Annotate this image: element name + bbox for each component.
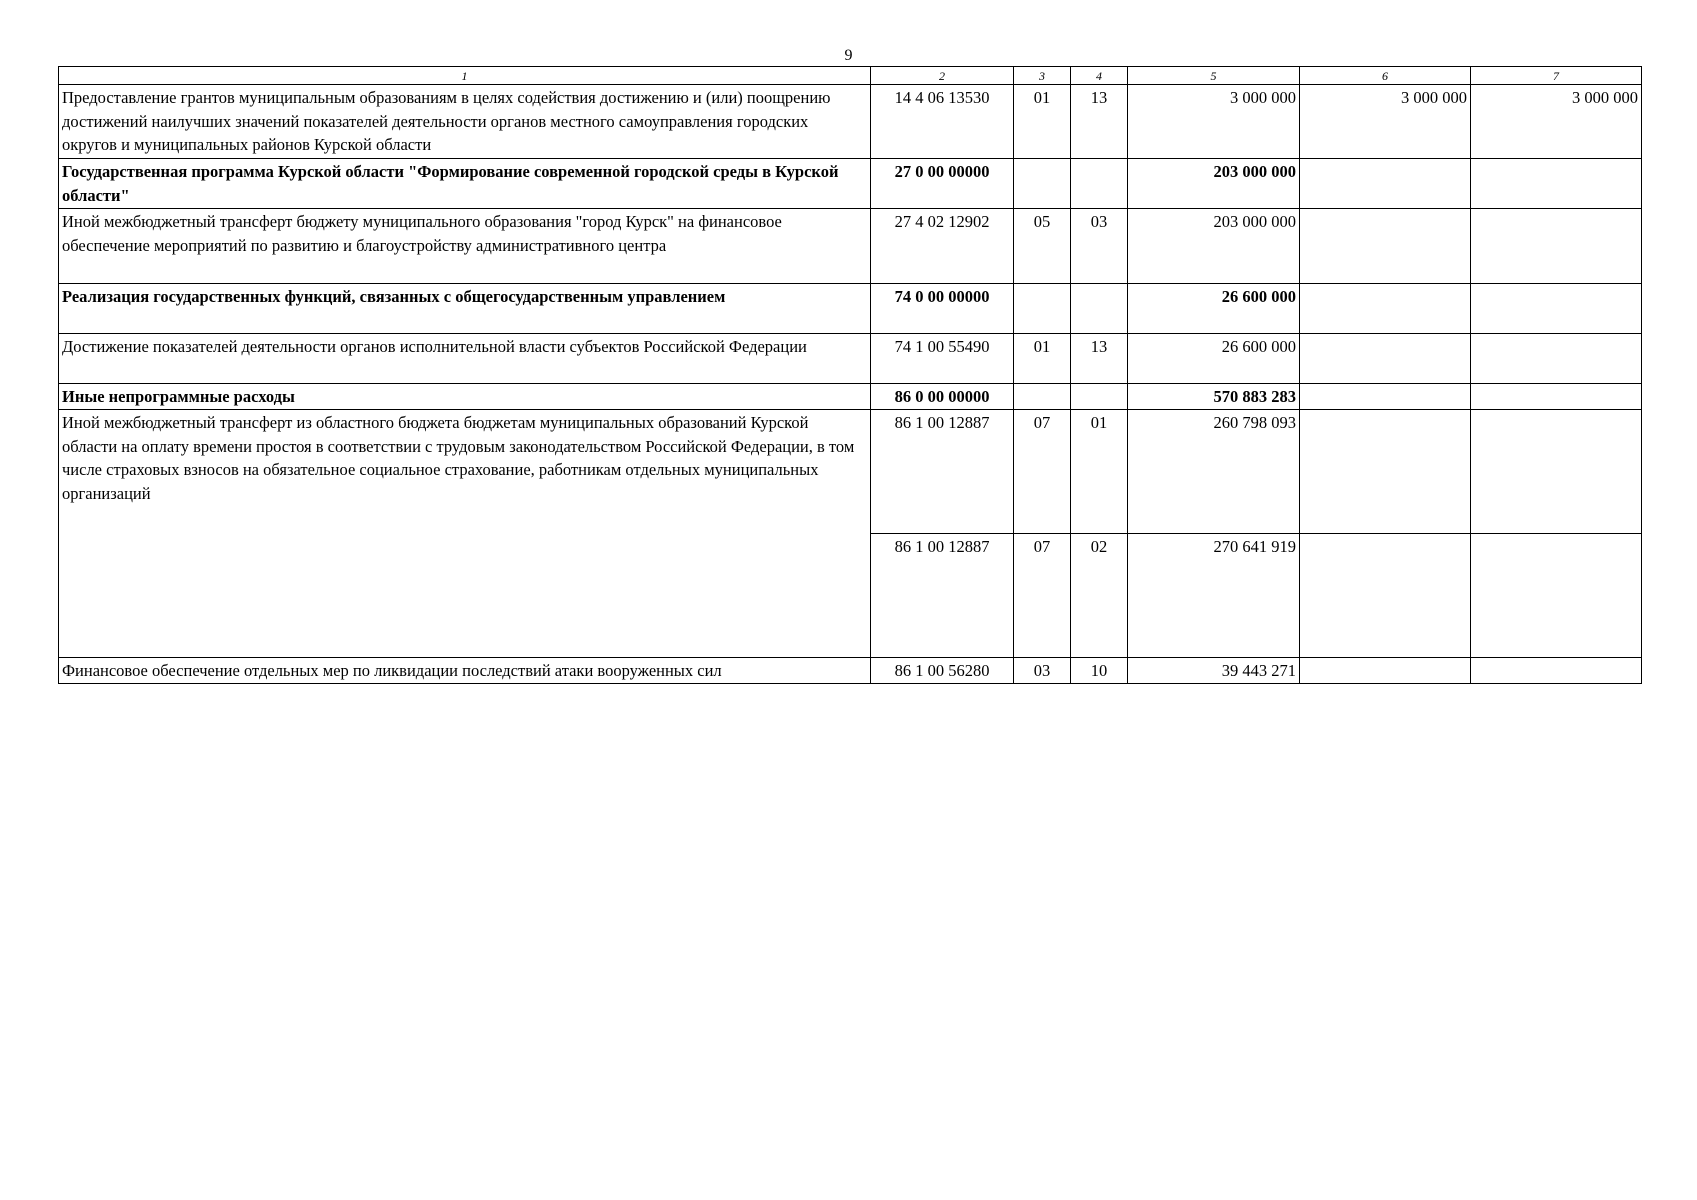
table-row bbox=[59, 410, 1642, 534]
row-code: 14 4 06 13530 bbox=[871, 85, 1014, 159]
row-subsection: 03 bbox=[1071, 209, 1128, 284]
row-amount: 260 798 093 bbox=[1128, 410, 1300, 534]
column-header: 5 bbox=[1128, 67, 1300, 85]
table-row bbox=[59, 658, 1642, 684]
row-code: 86 1 00 12887 bbox=[871, 534, 1014, 658]
row-subsection bbox=[1071, 284, 1128, 334]
table-row bbox=[59, 384, 1642, 410]
row-amount-2 bbox=[1300, 209, 1471, 284]
row-code: 74 1 00 55490 bbox=[871, 334, 1014, 384]
row-section bbox=[1014, 284, 1071, 334]
row-section: 01 bbox=[1014, 334, 1071, 384]
row-section bbox=[1014, 384, 1071, 410]
row-amount-3 bbox=[1471, 284, 1642, 334]
row-section: 07 bbox=[1014, 410, 1071, 534]
row-subsection: 13 bbox=[1071, 334, 1128, 384]
row-amount-2 bbox=[1300, 534, 1471, 658]
row-amount-2 bbox=[1300, 384, 1471, 410]
row-subsection bbox=[1071, 384, 1128, 410]
row-amount: 26 600 000 bbox=[1128, 284, 1300, 334]
column-header: 1 bbox=[59, 67, 871, 85]
row-amount-2 bbox=[1300, 658, 1471, 684]
budget-table bbox=[58, 66, 1642, 684]
row-subsection: 10 bbox=[1071, 658, 1128, 684]
row-code: 86 0 00 00000 bbox=[871, 384, 1014, 410]
table-header-row bbox=[59, 67, 1642, 85]
table-row bbox=[59, 85, 1642, 159]
row-name: Государственная программа Курской области "Формирование современной городской среды в Курской области" bbox=[59, 159, 871, 209]
row-subsection: 13 bbox=[1071, 85, 1128, 159]
row-code: 86 1 00 56280 bbox=[871, 658, 1014, 684]
row-name: Достижение показателей деятельности органов исполнительной власти субъектов Российской Федерации bbox=[59, 334, 871, 384]
row-amount-2 bbox=[1300, 284, 1471, 334]
row-subsection: 01 bbox=[1071, 410, 1128, 534]
row-section bbox=[1014, 159, 1071, 209]
row-amount: 203 000 000 bbox=[1128, 159, 1300, 209]
row-name: Финансовое обеспечение отдельных мер по ликвидации последствий атаки вооруженных сил bbox=[59, 658, 871, 684]
column-header: 3 bbox=[1014, 67, 1071, 85]
column-header: 2 bbox=[871, 67, 1014, 85]
column-header: 7 bbox=[1471, 67, 1642, 85]
row-amount-3 bbox=[1471, 159, 1642, 209]
column-header: 4 bbox=[1071, 67, 1128, 85]
row-amount: 39 443 271 bbox=[1128, 658, 1300, 684]
row-name: Предоставление грантов муниципальным образованиям в целях содействия достижению и (или) поощрению достижений наилучших значений показателей деятельности органов местного самоуправления городских округов и муниципальных районов Курской области bbox=[59, 85, 871, 159]
row-code: 86 1 00 12887 bbox=[871, 410, 1014, 534]
row-amount-3 bbox=[1471, 334, 1642, 384]
row-name: Иной межбюджетный трансферт из областного бюджета бюджетам муниципальных образований Курской области на оплату времени простоя в соответствии с трудовым законодательством Российской Федерации, в том числе страховых взносов на обязательное социальное страхование, работникам отдельных муниципальных организаций bbox=[59, 410, 871, 658]
row-amount-2: 3 000 000 bbox=[1300, 85, 1471, 159]
row-amount: 270 641 919 bbox=[1128, 534, 1300, 658]
column-header: 6 bbox=[1300, 67, 1471, 85]
row-section: 05 bbox=[1014, 209, 1071, 284]
table-row bbox=[59, 209, 1642, 284]
row-amount-3 bbox=[1471, 410, 1642, 534]
row-amount: 26 600 000 bbox=[1128, 334, 1300, 384]
row-amount-3 bbox=[1471, 384, 1642, 410]
row-amount-3 bbox=[1471, 658, 1642, 684]
row-amount-3 bbox=[1471, 209, 1642, 284]
row-amount: 3 000 000 bbox=[1128, 85, 1300, 159]
row-section: 01 bbox=[1014, 85, 1071, 159]
row-name: Иной межбюджетный трансферт бюджету муниципального образования "город Курск" на финансовое обеспечение мероприятий по развитию и благоустройству административного центра bbox=[59, 209, 871, 284]
row-amount: 203 000 000 bbox=[1128, 209, 1300, 284]
table-row bbox=[59, 334, 1642, 384]
row-subsection: 02 bbox=[1071, 534, 1128, 658]
row-section: 03 bbox=[1014, 658, 1071, 684]
row-code: 74 0 00 00000 bbox=[871, 284, 1014, 334]
row-amount-2 bbox=[1300, 159, 1471, 209]
row-name: Иные непрограммные расходы bbox=[59, 384, 871, 410]
row-amount-2 bbox=[1300, 334, 1471, 384]
row-name: Реализация государственных функций, связанных с общегосударственным управлением bbox=[59, 284, 871, 334]
row-subsection bbox=[1071, 159, 1128, 209]
row-section: 07 bbox=[1014, 534, 1071, 658]
row-code: 27 0 00 00000 bbox=[871, 159, 1014, 209]
row-amount-2 bbox=[1300, 410, 1471, 534]
row-code: 27 4 02 12902 bbox=[871, 209, 1014, 284]
page-number: 9 bbox=[844, 47, 853, 64]
row-amount-3 bbox=[1471, 534, 1642, 658]
row-amount: 570 883 283 bbox=[1128, 384, 1300, 410]
row-amount-3: 3 000 000 bbox=[1471, 85, 1642, 159]
table-row bbox=[59, 284, 1642, 334]
table-row bbox=[59, 159, 1642, 209]
